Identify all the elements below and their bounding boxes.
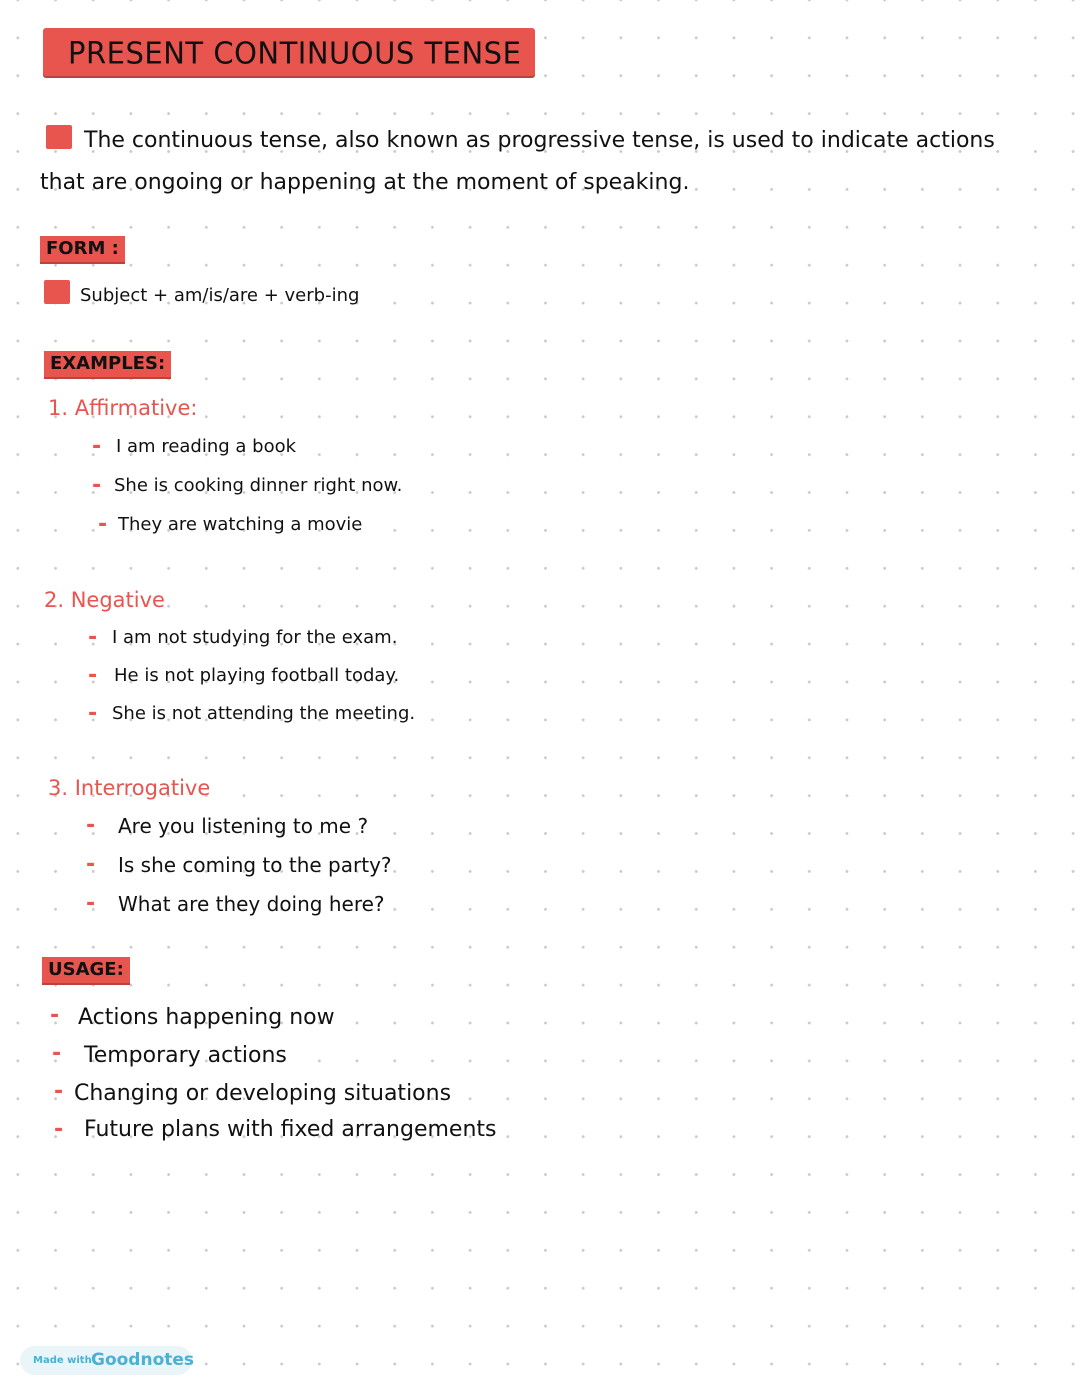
list-item: Changing or developing situations — [74, 1081, 452, 1106]
dash: - — [54, 1079, 64, 1104]
dash: - — [86, 891, 96, 916]
bullet-square — [46, 125, 72, 149]
list-item: They are watching a movie — [118, 514, 363, 535]
list-item: She is cooking dinner right now. — [114, 475, 403, 496]
list-item: Actions happening now — [78, 1005, 335, 1030]
list-item: Are you listening to me ? — [118, 814, 369, 838]
form-label: FORM : — [40, 236, 125, 262]
page-title: PRESENT CONTINUOUS TENSE — [68, 35, 522, 71]
list-item: I am not studying for the exam. — [112, 627, 398, 648]
dash: - — [86, 852, 96, 877]
list-item: Temporary actions — [84, 1043, 287, 1068]
goodnotes-badge[interactable] — [20, 1346, 195, 1375]
list-item: He is not playing football today. — [114, 665, 400, 686]
examples-heading-affirmative: 1. Affirmative: — [48, 396, 198, 420]
dash: - — [92, 434, 102, 459]
dash: - — [52, 1041, 62, 1066]
list-item: She is not attending the meeting. — [112, 703, 416, 724]
list-item: Future plans with fixed arrangements — [84, 1117, 497, 1142]
intro-line-1: The continuous tense, also known as progressive tense, is used to indicate actions — [84, 128, 995, 153]
dash: - — [88, 663, 98, 688]
form-formula: Subject + am/is/are + verb-ing — [80, 285, 360, 306]
bullet-square — [44, 280, 70, 304]
usage-label: USAGE: — [42, 957, 130, 983]
dash: - — [98, 512, 108, 537]
dash: - — [86, 813, 96, 838]
list-item: Is she coming to the party? — [118, 853, 392, 877]
list-item: I am reading a book — [116, 436, 297, 457]
dash: - — [88, 625, 98, 650]
examples-label: EXAMPLES: — [44, 351, 171, 377]
dash: - — [54, 1117, 64, 1142]
dash: - — [50, 1003, 60, 1028]
badge-brand: Goodnotes — [91, 1350, 195, 1370]
examples-heading-negative: 2. Negative — [44, 588, 165, 612]
intro-line-2: that are ongoing or happening at the moment of speaking. — [40, 170, 690, 195]
dash: - — [88, 701, 98, 726]
badge-made-with: Made with — [33, 1355, 92, 1366]
list-item: What are they doing here? — [118, 892, 385, 916]
examples-heading-interrogative: 3. Interrogative — [48, 776, 211, 800]
dash: - — [92, 473, 102, 498]
